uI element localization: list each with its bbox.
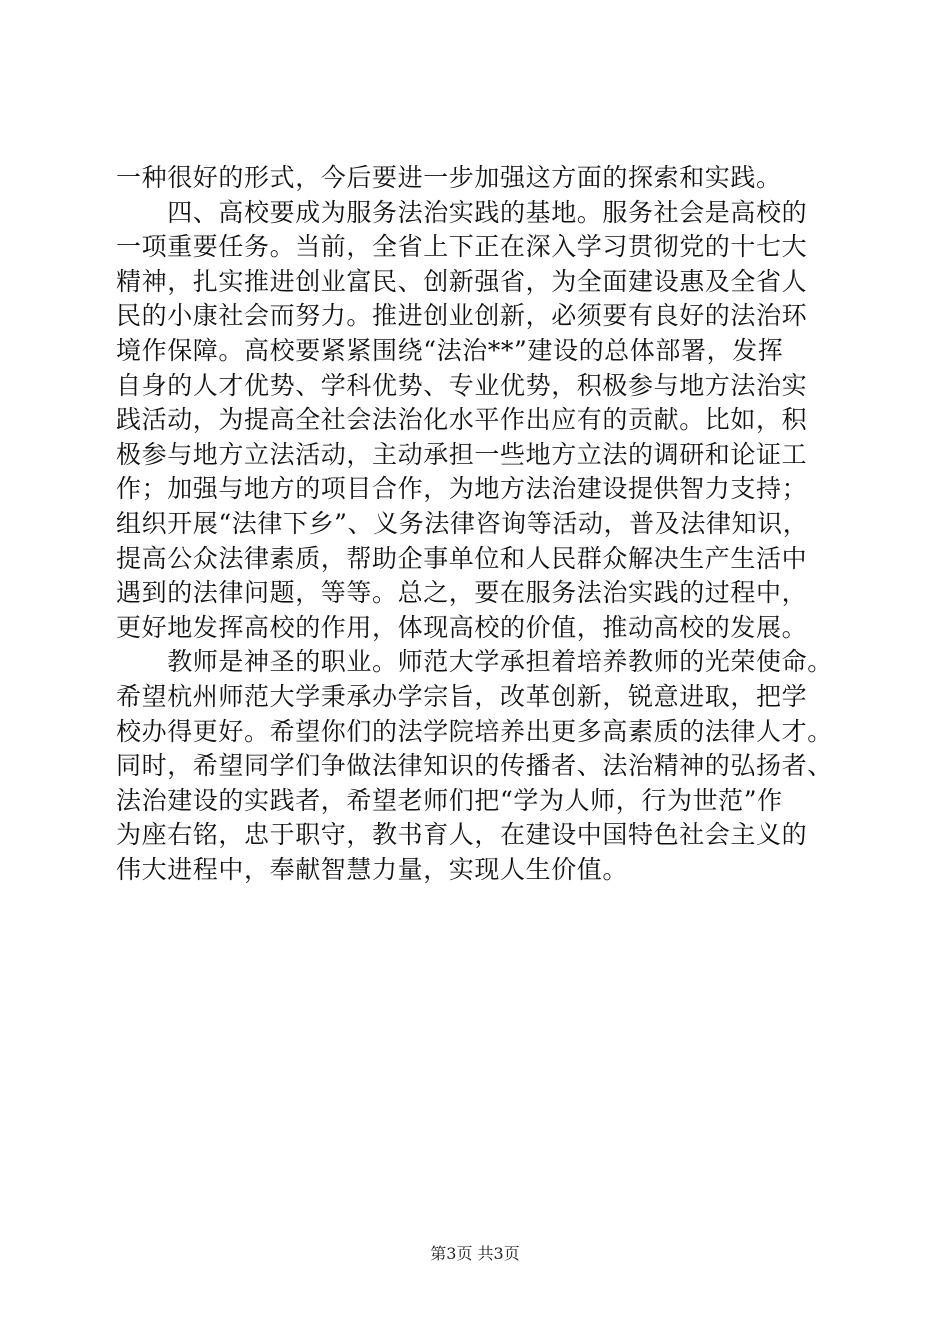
text-line: 为座右铭，忠于职守，教书育人，在建设中国特色社会主义的	[116, 820, 808, 850]
body-text	[116, 161, 856, 887]
text-line: 民的小康社会而努力。推进创业创新，必须要有良好的法治环	[116, 301, 808, 331]
text-line: 极参与地方立法活动，主动承担一些地方立法的调研和论证工	[116, 439, 808, 469]
text-line: 教师是神圣的职业。师范大学承担着培养教师的光荣使命。	[116, 647, 833, 677]
text-line: 自身的人才优势、学科优势、专业优势，积极参与地方法治实	[116, 370, 808, 400]
text-line: 遇到的法律问题，等等。总之，要在服务法治实践的过程中，	[116, 578, 808, 608]
text-line: 校办得更好。希望你们的法学院培养出更多高素质的法律人才。	[116, 716, 833, 746]
page-footer: 第3页 共3页	[430, 1244, 520, 1263]
text-line: 更好地发挥高校的作用，体现高校的价值，推动高校的发展。	[116, 612, 808, 642]
text-line: 组织开展“法律下乡”、义务法律咨询等活动，普及法律知识，	[116, 508, 809, 538]
text-line: 一种很好的形式，今后要进一步加强这方面的探索和实践。	[116, 163, 782, 192]
text-line: 精神，扎实推进创业富民、创新强省，为全面建设惠及全省人	[116, 266, 808, 296]
text-line: 同时，希望同学们争做法律知识的传播者、法治精神的弘扬者、	[116, 751, 833, 781]
text-line: 法治建设的实践者，希望老师们把“学为人师，行为世范”作	[116, 785, 783, 815]
text-line: 践活动，为提高全社会法治化水平作出应有的贡献。比如，积	[116, 405, 808, 435]
text-line: 提高公众法律素质，帮助企事单位和人民群众解决生产生活中	[116, 543, 808, 573]
text-line: 伟大进程中，奉献智慧力量，实现人生价值。	[116, 854, 629, 884]
text-line: 希望杭州师范大学秉承办学宗旨，改革创新，锐意进取，把学	[116, 681, 808, 711]
text-line: 作；加强与地方的项目合作，为地方法治建设提供智力支持；	[116, 474, 808, 504]
text-line: 境作保障。高校要紧紧围绕“法治**”建设的总体部署，发挥	[116, 335, 784, 365]
text-line: 四、高校要成为服务法治实践的基地。服务社会是高校的	[116, 197, 808, 227]
text-line: 一项重要任务。当前，全省上下正在深入学习贯彻党的十七大	[116, 232, 808, 262]
